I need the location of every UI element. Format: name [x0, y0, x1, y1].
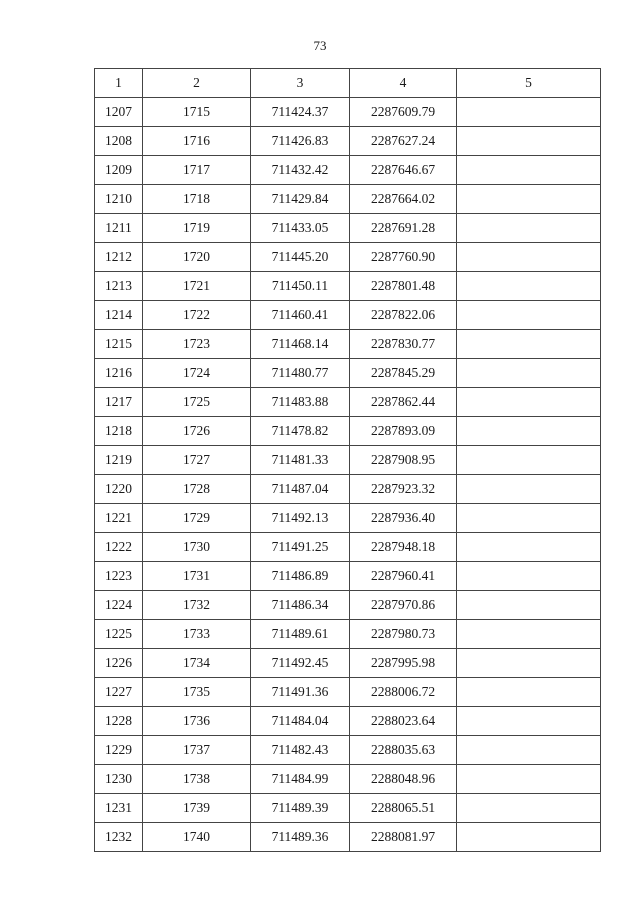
table-cell	[457, 794, 601, 823]
table-cell	[457, 533, 601, 562]
table-cell: 1737	[143, 736, 251, 765]
table-cell: 2287664.02	[350, 185, 457, 214]
table-cell: 1716	[143, 127, 251, 156]
table-cell: 2287609.79	[350, 98, 457, 127]
column-header: 1	[95, 69, 143, 98]
table-cell	[457, 301, 601, 330]
table-cell: 2287960.41	[350, 562, 457, 591]
table-cell: 711486.89	[251, 562, 350, 591]
table-cell: 1736	[143, 707, 251, 736]
table-cell	[457, 707, 601, 736]
table-cell: 1213	[95, 272, 143, 301]
table-cell: 711480.77	[251, 359, 350, 388]
table-cell: 1225	[95, 620, 143, 649]
table-row	[95, 591, 601, 620]
table-row	[95, 417, 601, 446]
table-cell: 2287627.24	[350, 127, 457, 156]
table-row	[95, 156, 601, 185]
table-row	[95, 243, 601, 272]
table-cell	[457, 562, 601, 591]
table-cell	[457, 127, 601, 156]
table-cell: 711450.11	[251, 272, 350, 301]
table-cell: 1724	[143, 359, 251, 388]
table-cell: 1228	[95, 707, 143, 736]
table-row	[95, 765, 601, 794]
table-cell: 1231	[95, 794, 143, 823]
table-cell: 1729	[143, 504, 251, 533]
table-cell	[457, 330, 601, 359]
table-cell: 1211	[95, 214, 143, 243]
table-cell: 2288065.51	[350, 794, 457, 823]
table-cell	[457, 446, 601, 475]
table-cell	[457, 98, 601, 127]
table-row	[95, 562, 601, 591]
table-header-row	[95, 69, 601, 98]
table-cell	[457, 272, 601, 301]
table-cell	[457, 620, 601, 649]
table-row	[95, 185, 601, 214]
table-cell: 1725	[143, 388, 251, 417]
table-cell: 1731	[143, 562, 251, 591]
table-cell: 1728	[143, 475, 251, 504]
table-cell: 2287936.40	[350, 504, 457, 533]
table-cell	[457, 765, 601, 794]
column-header: 5	[457, 69, 601, 98]
table-cell	[457, 823, 601, 852]
table-cell	[457, 243, 601, 272]
table-cell: 1726	[143, 417, 251, 446]
table-cell: 711482.43	[251, 736, 350, 765]
table-cell: 1226	[95, 649, 143, 678]
table-cell: 2288035.63	[350, 736, 457, 765]
table-cell: 1738	[143, 765, 251, 794]
table-cell: 711424.37	[251, 98, 350, 127]
table-cell: 2287908.95	[350, 446, 457, 475]
table-cell: 1214	[95, 301, 143, 330]
table-row	[95, 678, 601, 707]
table-row	[95, 272, 601, 301]
table-cell: 1207	[95, 98, 143, 127]
table-cell: 1720	[143, 243, 251, 272]
table-cell: 2287980.73	[350, 620, 457, 649]
table-cell	[457, 649, 601, 678]
table-cell: 1219	[95, 446, 143, 475]
table-cell: 1721	[143, 272, 251, 301]
table-cell: 1220	[95, 475, 143, 504]
table-cell: 1224	[95, 591, 143, 620]
table-cell: 1727	[143, 446, 251, 475]
table-row	[95, 475, 601, 504]
table-cell: 1722	[143, 301, 251, 330]
table-cell: 711481.33	[251, 446, 350, 475]
table-cell: 1222	[95, 533, 143, 562]
column-header: 2	[143, 69, 251, 98]
table-cell: 711491.36	[251, 678, 350, 707]
table-row	[95, 330, 601, 359]
table-cell: 1217	[95, 388, 143, 417]
table-row	[95, 388, 601, 417]
table-row	[95, 98, 601, 127]
table-cell	[457, 736, 601, 765]
table-cell: 1730	[143, 533, 251, 562]
table-cell: 2287822.06	[350, 301, 457, 330]
table-cell: 1215	[95, 330, 143, 359]
table-cell: 711445.20	[251, 243, 350, 272]
table-cell: 2287995.98	[350, 649, 457, 678]
table-cell: 711484.99	[251, 765, 350, 794]
table-row	[95, 214, 601, 243]
table-row	[95, 736, 601, 765]
table-cell: 1740	[143, 823, 251, 852]
table-cell: 2287970.86	[350, 591, 457, 620]
table-cell: 711486.34	[251, 591, 350, 620]
table-cell: 1739	[143, 794, 251, 823]
table-cell: 1715	[143, 98, 251, 127]
table-cell: 2287862.44	[350, 388, 457, 417]
table-cell: 1232	[95, 823, 143, 852]
table-cell: 711489.39	[251, 794, 350, 823]
table-cell: 2288081.97	[350, 823, 457, 852]
table-cell	[457, 214, 601, 243]
table-row	[95, 504, 601, 533]
table-cell: 1719	[143, 214, 251, 243]
table-cell: 1221	[95, 504, 143, 533]
table-cell: 2287948.18	[350, 533, 457, 562]
table-cell: 2287760.90	[350, 243, 457, 272]
table-cell	[457, 156, 601, 185]
table-cell: 2288048.96	[350, 765, 457, 794]
table-cell: 2287646.67	[350, 156, 457, 185]
table-cell: 711468.14	[251, 330, 350, 359]
table-cell	[457, 678, 601, 707]
table-cell	[457, 504, 601, 533]
table-cell: 2287830.77	[350, 330, 457, 359]
table-cell: 2287801.48	[350, 272, 457, 301]
table-cell: 2287893.09	[350, 417, 457, 446]
table-cell: 1229	[95, 736, 143, 765]
column-header: 4	[350, 69, 457, 98]
table-cell: 1733	[143, 620, 251, 649]
table-cell: 711433.05	[251, 214, 350, 243]
table-cell: 711429.84	[251, 185, 350, 214]
table-cell: 2288006.72	[350, 678, 457, 707]
table-cell: 1223	[95, 562, 143, 591]
column-header: 3	[251, 69, 350, 98]
table-cell: 1717	[143, 156, 251, 185]
table-cell	[457, 359, 601, 388]
table-cell: 1218	[95, 417, 143, 446]
table-row	[95, 127, 601, 156]
table-cell	[457, 591, 601, 620]
table-row	[95, 794, 601, 823]
table-cell: 1227	[95, 678, 143, 707]
table-cell: 711487.04	[251, 475, 350, 504]
table-row	[95, 649, 601, 678]
table-cell: 711432.42	[251, 156, 350, 185]
page-number: 73	[313, 38, 327, 53]
table-cell: 2287845.29	[350, 359, 457, 388]
table-cell: 711478.82	[251, 417, 350, 446]
table-cell: 711489.36	[251, 823, 350, 852]
table-cell: 1212	[95, 243, 143, 272]
table-cell: 2287923.32	[350, 475, 457, 504]
table-row	[95, 533, 601, 562]
table-row	[95, 359, 601, 388]
table-cell: 1230	[95, 765, 143, 794]
table-cell: 2288023.64	[350, 707, 457, 736]
table-cell: 1734	[143, 649, 251, 678]
table-row	[95, 707, 601, 736]
coordinates-table	[94, 68, 601, 852]
table-cell: 2287691.28	[350, 214, 457, 243]
table-cell	[457, 185, 601, 214]
table-cell: 1216	[95, 359, 143, 388]
table-body	[95, 98, 601, 852]
table-row	[95, 620, 601, 649]
table-cell: 711426.83	[251, 127, 350, 156]
table-cell	[457, 417, 601, 446]
table-cell: 711489.61	[251, 620, 350, 649]
table-cell: 1735	[143, 678, 251, 707]
table-cell	[457, 388, 601, 417]
table-cell: 1723	[143, 330, 251, 359]
table-cell: 1209	[95, 156, 143, 185]
table-row	[95, 446, 601, 475]
table-cell: 1210	[95, 185, 143, 214]
table-cell: 711492.45	[251, 649, 350, 678]
table-cell: 711460.41	[251, 301, 350, 330]
table-row	[95, 823, 601, 852]
table-cell: 1718	[143, 185, 251, 214]
table-cell: 711484.04	[251, 707, 350, 736]
table-row	[95, 301, 601, 330]
table-cell: 711492.13	[251, 504, 350, 533]
table-cell: 711483.88	[251, 388, 350, 417]
table-cell: 1732	[143, 591, 251, 620]
table-cell	[457, 475, 601, 504]
table-cell: 711491.25	[251, 533, 350, 562]
table-cell: 1208	[95, 127, 143, 156]
